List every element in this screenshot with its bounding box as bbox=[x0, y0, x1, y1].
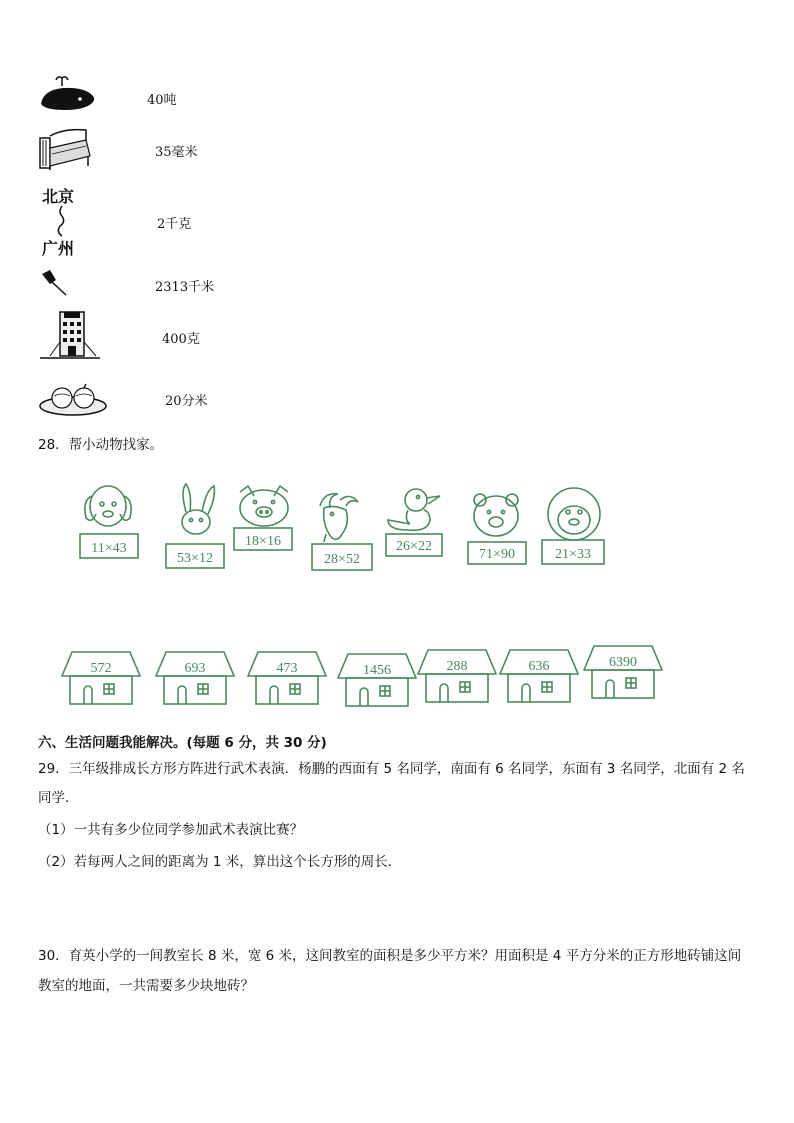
house-number: 288 bbox=[446, 659, 468, 674]
house bbox=[60, 648, 142, 708]
animal-label: 21×33 bbox=[555, 547, 591, 562]
house bbox=[336, 650, 418, 710]
section-6-title: 六、生活问题我能解决。(每题 6 分，共 30 分) bbox=[38, 735, 327, 751]
house bbox=[582, 642, 664, 702]
value-label: 2千克 bbox=[157, 217, 192, 232]
value-label: 40吨 bbox=[147, 93, 177, 108]
house-number: 1456 bbox=[363, 663, 391, 678]
animal-label: 28×52 bbox=[324, 552, 360, 567]
house-number: 473 bbox=[276, 661, 298, 676]
goat-icon bbox=[306, 490, 376, 574]
house-number: 6390 bbox=[609, 655, 637, 670]
pig-icon bbox=[232, 482, 296, 554]
house-number: 572 bbox=[90, 661, 112, 676]
whale-icon bbox=[38, 74, 98, 118]
animal-label: 26×22 bbox=[396, 539, 432, 554]
value-label: 2313千米 bbox=[155, 280, 215, 295]
map-route-icon bbox=[40, 182, 80, 258]
question-29-sub2: （2）若每两人之间的距离为 1 米，算出这个长方形的周长． bbox=[38, 854, 402, 870]
apple-plate-icon bbox=[38, 378, 108, 418]
house-number: 693 bbox=[184, 661, 206, 676]
bear-icon bbox=[466, 492, 530, 568]
question-30-line1: 30．育英小学的一间教室长 8 米，宽 6 米，这间教室的面积是多少平方米？用面积是 4 平方分米的正方形地砖铺这间 bbox=[38, 948, 742, 964]
map-bottom-label: 广州 bbox=[42, 239, 75, 258]
value-label: 35毫米 bbox=[155, 145, 198, 160]
house-number: 636 bbox=[528, 659, 550, 674]
house bbox=[416, 646, 498, 706]
animal-label: 18×16 bbox=[245, 534, 281, 549]
building-icon bbox=[40, 308, 100, 362]
question-29-sub1: （1）一共有多少位同学参加武术表演比赛？ bbox=[38, 822, 304, 838]
house bbox=[498, 646, 580, 706]
question-29-line1: 29．三年级排成长方形方阵进行武术表演．杨鹏的西面有 5 名同学，南面有 6 名同学，东面有 3 名同学，北面有 2 名 bbox=[38, 761, 745, 777]
animal-label: 53×12 bbox=[177, 551, 213, 566]
value-label: 400克 bbox=[162, 332, 200, 347]
monkey-icon bbox=[538, 484, 612, 568]
dog-icon bbox=[74, 482, 144, 568]
house bbox=[154, 648, 236, 708]
animal-label: 71×90 bbox=[479, 547, 515, 562]
thumbtack-icon bbox=[38, 268, 70, 298]
bed-icon bbox=[38, 124, 92, 172]
question-30-line2: 教室的地面，一共需要多少块地砖？ bbox=[38, 978, 254, 994]
animal-label: 11×43 bbox=[91, 541, 127, 556]
house bbox=[246, 648, 328, 708]
rabbit-icon bbox=[164, 482, 234, 572]
duck-icon bbox=[380, 484, 448, 558]
question-28-title: 28．帮小动物找家。 bbox=[38, 437, 164, 453]
map-top-label: 北京 bbox=[42, 187, 75, 206]
value-label: 20分米 bbox=[165, 394, 208, 409]
question-29-line2: 同学． bbox=[38, 790, 79, 806]
